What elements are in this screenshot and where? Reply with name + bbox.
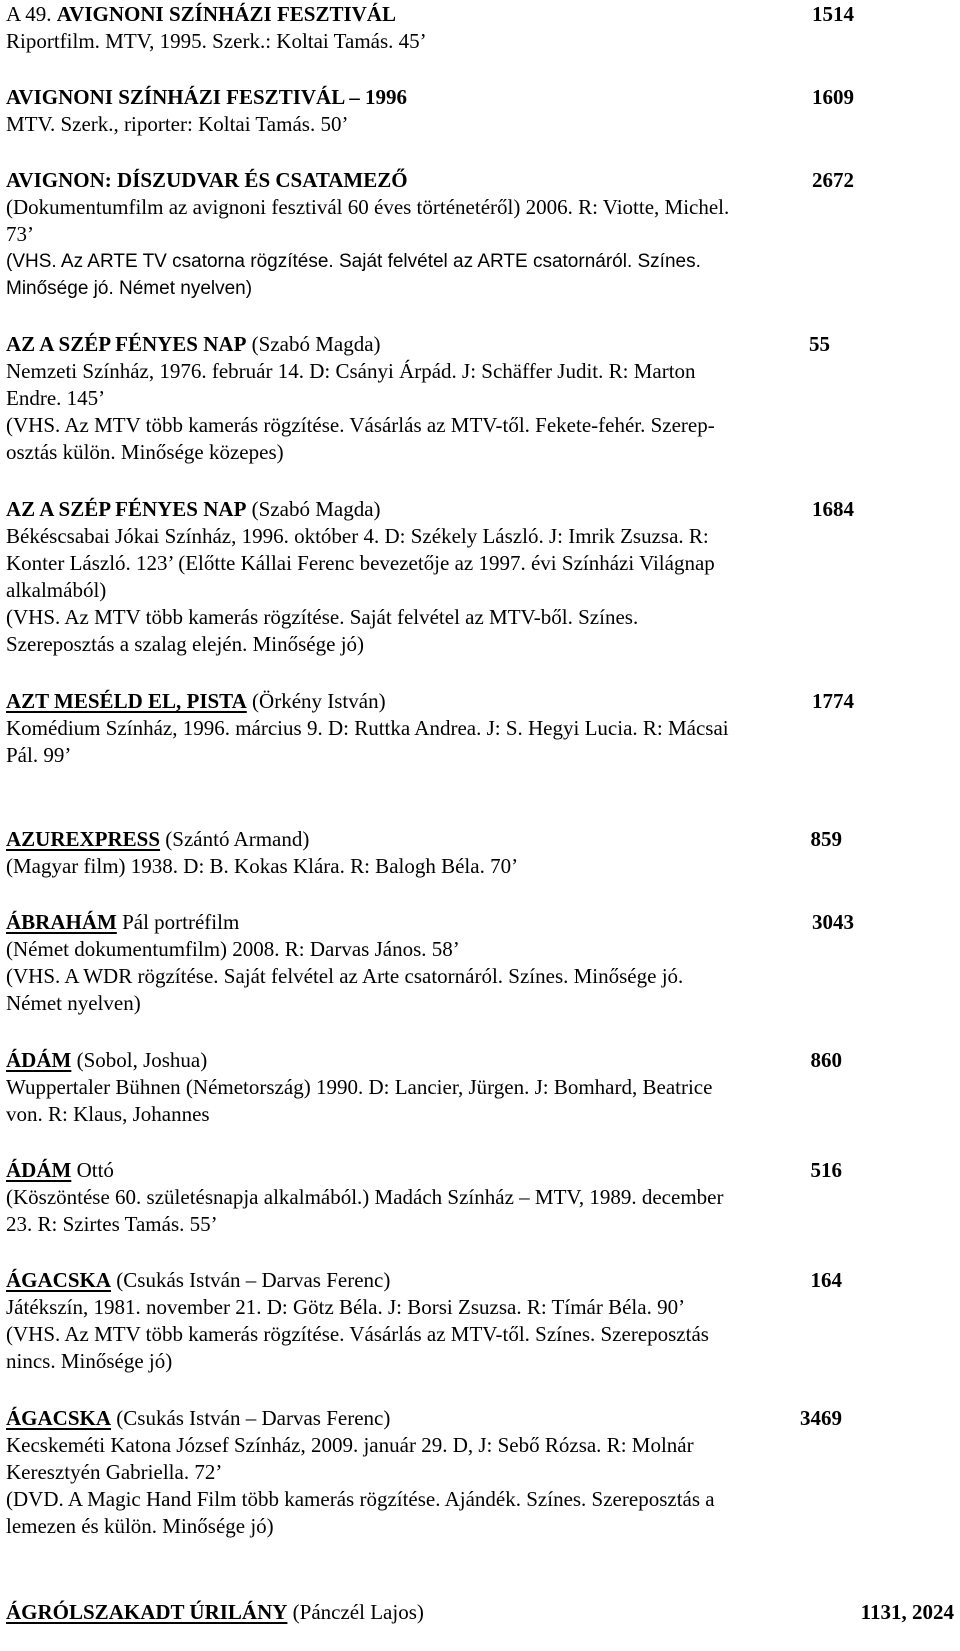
catalog-entry — [6, 496, 854, 658]
entry-header — [6, 1267, 842, 1294]
entry-number: 1774 — [812, 689, 854, 713]
entry-number: 164 — [810, 1268, 842, 1292]
entry-number: 516 — [810, 1158, 842, 1182]
entry-number: 55 — [809, 332, 830, 356]
entry-title: ÁGACSKA — [6, 1268, 112, 1292]
entry-line: (Német dokumentumfilm) 2008. R: Darvas János. 58’ — [6, 937, 460, 961]
entry-header — [6, 331, 830, 358]
entry-line: Játékszín, 1981. november 21. D: Götz Béla. J: Borsi Zsuzsa. R: Tímár Béla. 90’ — [6, 1295, 686, 1319]
entry-author: (Csukás István – Darvas Ferenc) — [111, 1406, 391, 1430]
entry-line: Kecskeméti Katona József Színház, 2009. január 29. D, J: Sebő Rózsa. R: Molnár — [6, 1433, 694, 1457]
catalog-entry — [6, 1267, 842, 1375]
catalog-entry — [6, 1, 854, 55]
entry-title: ÁGACSKA — [6, 1406, 112, 1430]
entry-author: (Sobol, Joshua) — [71, 1048, 208, 1072]
entry-number: 1514 — [812, 2, 854, 26]
entry-line: 23. R: Szirtes Tamás. 55’ — [6, 1212, 218, 1236]
entry-line: (DVD. A Magic Hand Film több kamerás rögzítése. Ajándék. Színes. Szereposztás a — [6, 1487, 715, 1511]
entry-title: ÁDÁM — [6, 1048, 72, 1072]
entry-line: (Magyar film) 1938. D: B. Kokas Klára. R: Balogh Béla. 70’ — [6, 854, 519, 878]
entry-line: Nemzeti Színház, 1976. február 14. D: Csányi Árpád. J: Schäffer Judit. R: Marton — [6, 359, 696, 383]
entry-header — [6, 1047, 842, 1074]
entry-title: AVIGNON: DÍSZUDVAR ÉS CSATAMEZŐ — [6, 168, 408, 192]
entry-line: (Köszöntése 60. születésnapja alkalmából.) Madách Színház – MTV, 1989. december — [6, 1185, 724, 1209]
entry-line: Minősége jó. Német nyelven) — [6, 278, 253, 299]
entry-line: (VHS. Az MTV több kamerás rögzítése. Vásárlás az MTV-től. Fekete-fehér. Szerep- — [6, 413, 715, 437]
entry-author: (Pánczél Lajos) — [287, 1600, 424, 1624]
entry-title: AZUREXPRESS — [6, 827, 161, 851]
entry-author: Ottó — [71, 1158, 114, 1182]
entry-number: 1131, 2024 — [860, 1600, 954, 1624]
catalog-entry — [6, 688, 854, 769]
entry-number: 1609 — [812, 85, 854, 109]
entry-author: (Szántó Armand) — [160, 827, 310, 851]
entry-title: AVIGNONI SZÍNHÁZI FESZTIVÁL — [56, 2, 396, 26]
entry-line: (VHS. Az MTV több kamerás rögzítése. Vásárlás az MTV-től. Színes. Szereposztás — [6, 1322, 709, 1346]
entry-line: Pál. 99’ — [6, 743, 72, 767]
entry-prefix: A 49. — [6, 2, 57, 26]
entry-number: 859 — [810, 827, 842, 851]
entry-line: Német nyelven) — [6, 991, 141, 1015]
catalog-entry — [6, 167, 854, 302]
catalog-entry — [6, 826, 842, 880]
entry-header — [6, 84, 854, 111]
entry-header — [6, 167, 854, 194]
entry-header — [6, 688, 854, 715]
entry-line: nincs. Minősége jó) — [6, 1349, 173, 1373]
entry-header — [6, 1157, 842, 1184]
entry-number: 1684 — [812, 497, 854, 521]
entry-header — [6, 496, 854, 523]
entry-line: von. R: Klaus, Johannes — [6, 1102, 210, 1126]
entry-line: MTV. Szerk., riporter: Koltai Tamás. 50’ — [6, 112, 349, 136]
catalog-entry — [6, 84, 854, 138]
catalog-entry — [6, 331, 830, 466]
entry-title: ÁBRAHÁM — [6, 910, 117, 934]
entry-author: (Szabó Magda) — [246, 332, 381, 356]
entry-author: (Örkény István) — [246, 689, 386, 713]
entry-header — [6, 1599, 954, 1626]
entry-number: 860 — [810, 1048, 842, 1072]
entry-title: AZ A SZÉP FÉNYES NAP — [6, 497, 247, 521]
entry-header — [6, 826, 842, 853]
entry-number: 3043 — [812, 910, 854, 934]
entry-line: Endre. 145’ — [6, 386, 106, 410]
entry-header — [6, 1, 854, 28]
entry-line: Keresztyén Gabriella. 72’ — [6, 1460, 223, 1484]
entry-title: AZT MESÉLD EL, PISTA — [6, 689, 247, 713]
entry-line: Riportfilm. MTV, 1995. Szerk.: Koltai Tamás. 45’ — [6, 29, 427, 53]
entry-title: ÁDÁM — [6, 1158, 72, 1182]
entry-line: (Dokumentumfilm az avignoni fesztivál 60 éves történetéről) 2006. R: Viotte, Michel. — [6, 195, 730, 219]
entry-author: (Szabó Magda) — [246, 497, 381, 521]
catalog-entry — [6, 1405, 842, 1540]
entry-line: Szereposztás a szalag elején. Minősége jó) — [6, 632, 365, 656]
catalog-entry — [6, 1047, 842, 1128]
entry-line: Békéscsabai Jókai Színház, 1996. október 4. D: Székely László. J: Imrik Zsuzsa. R: — [6, 524, 709, 548]
entry-title: AVIGNONI SZÍNHÁZI FESZTIVÁL – 1996 — [6, 85, 408, 109]
entry-number: 2672 — [812, 168, 854, 192]
entry-line: lemezen és külön. Minősége jó) — [6, 1514, 274, 1538]
entry-line: Komédium Színház, 1996. március 9. D: Ruttka Andrea. J: S. Hegyi Lucia. R: Mácsai — [6, 716, 729, 740]
entry-number: 3469 — [800, 1406, 842, 1430]
catalog-entry — [6, 1599, 954, 1626]
entry-line: (VHS. A WDR rögzítése. Saját felvétel az Arte csatornáról. Színes. Minősége jó. — [6, 964, 684, 988]
entry-line: (VHS. Az ARTE TV csatorna rögzítése. Saját felvétel az ARTE csatornáról. Színes. — [6, 251, 701, 272]
entry-line: alkalmából) — [6, 578, 107, 602]
entry-line: Wuppertaler Bühnen (Németország) 1990. D: Lancier, Jürgen. J: Bomhard, Beatrice — [6, 1075, 713, 1099]
entry-line: osztás külön. Minősége közepes) — [6, 440, 284, 464]
entry-header — [6, 1405, 842, 1432]
entry-title: ÁGRÓLSZAKADT ÚRILÁNY — [6, 1600, 288, 1624]
entry-line: 73’ — [6, 222, 34, 246]
entry-author: (Csukás István – Darvas Ferenc) — [111, 1268, 391, 1292]
entry-author: Pál portréfilm — [116, 910, 240, 934]
entry-title: AZ A SZÉP FÉNYES NAP — [6, 332, 247, 356]
entry-line: (VHS. Az MTV több kamerás rögzítése. Saját felvétel az MTV-ből. Színes. — [6, 605, 639, 629]
entry-line: Konter László. 123’ (Előtte Kállai Ferenc bevezetője az 1997. évi Színházi Világnap — [6, 551, 715, 575]
catalog-entry — [6, 1157, 842, 1238]
catalog-entry — [6, 909, 854, 1017]
entry-header — [6, 909, 854, 936]
